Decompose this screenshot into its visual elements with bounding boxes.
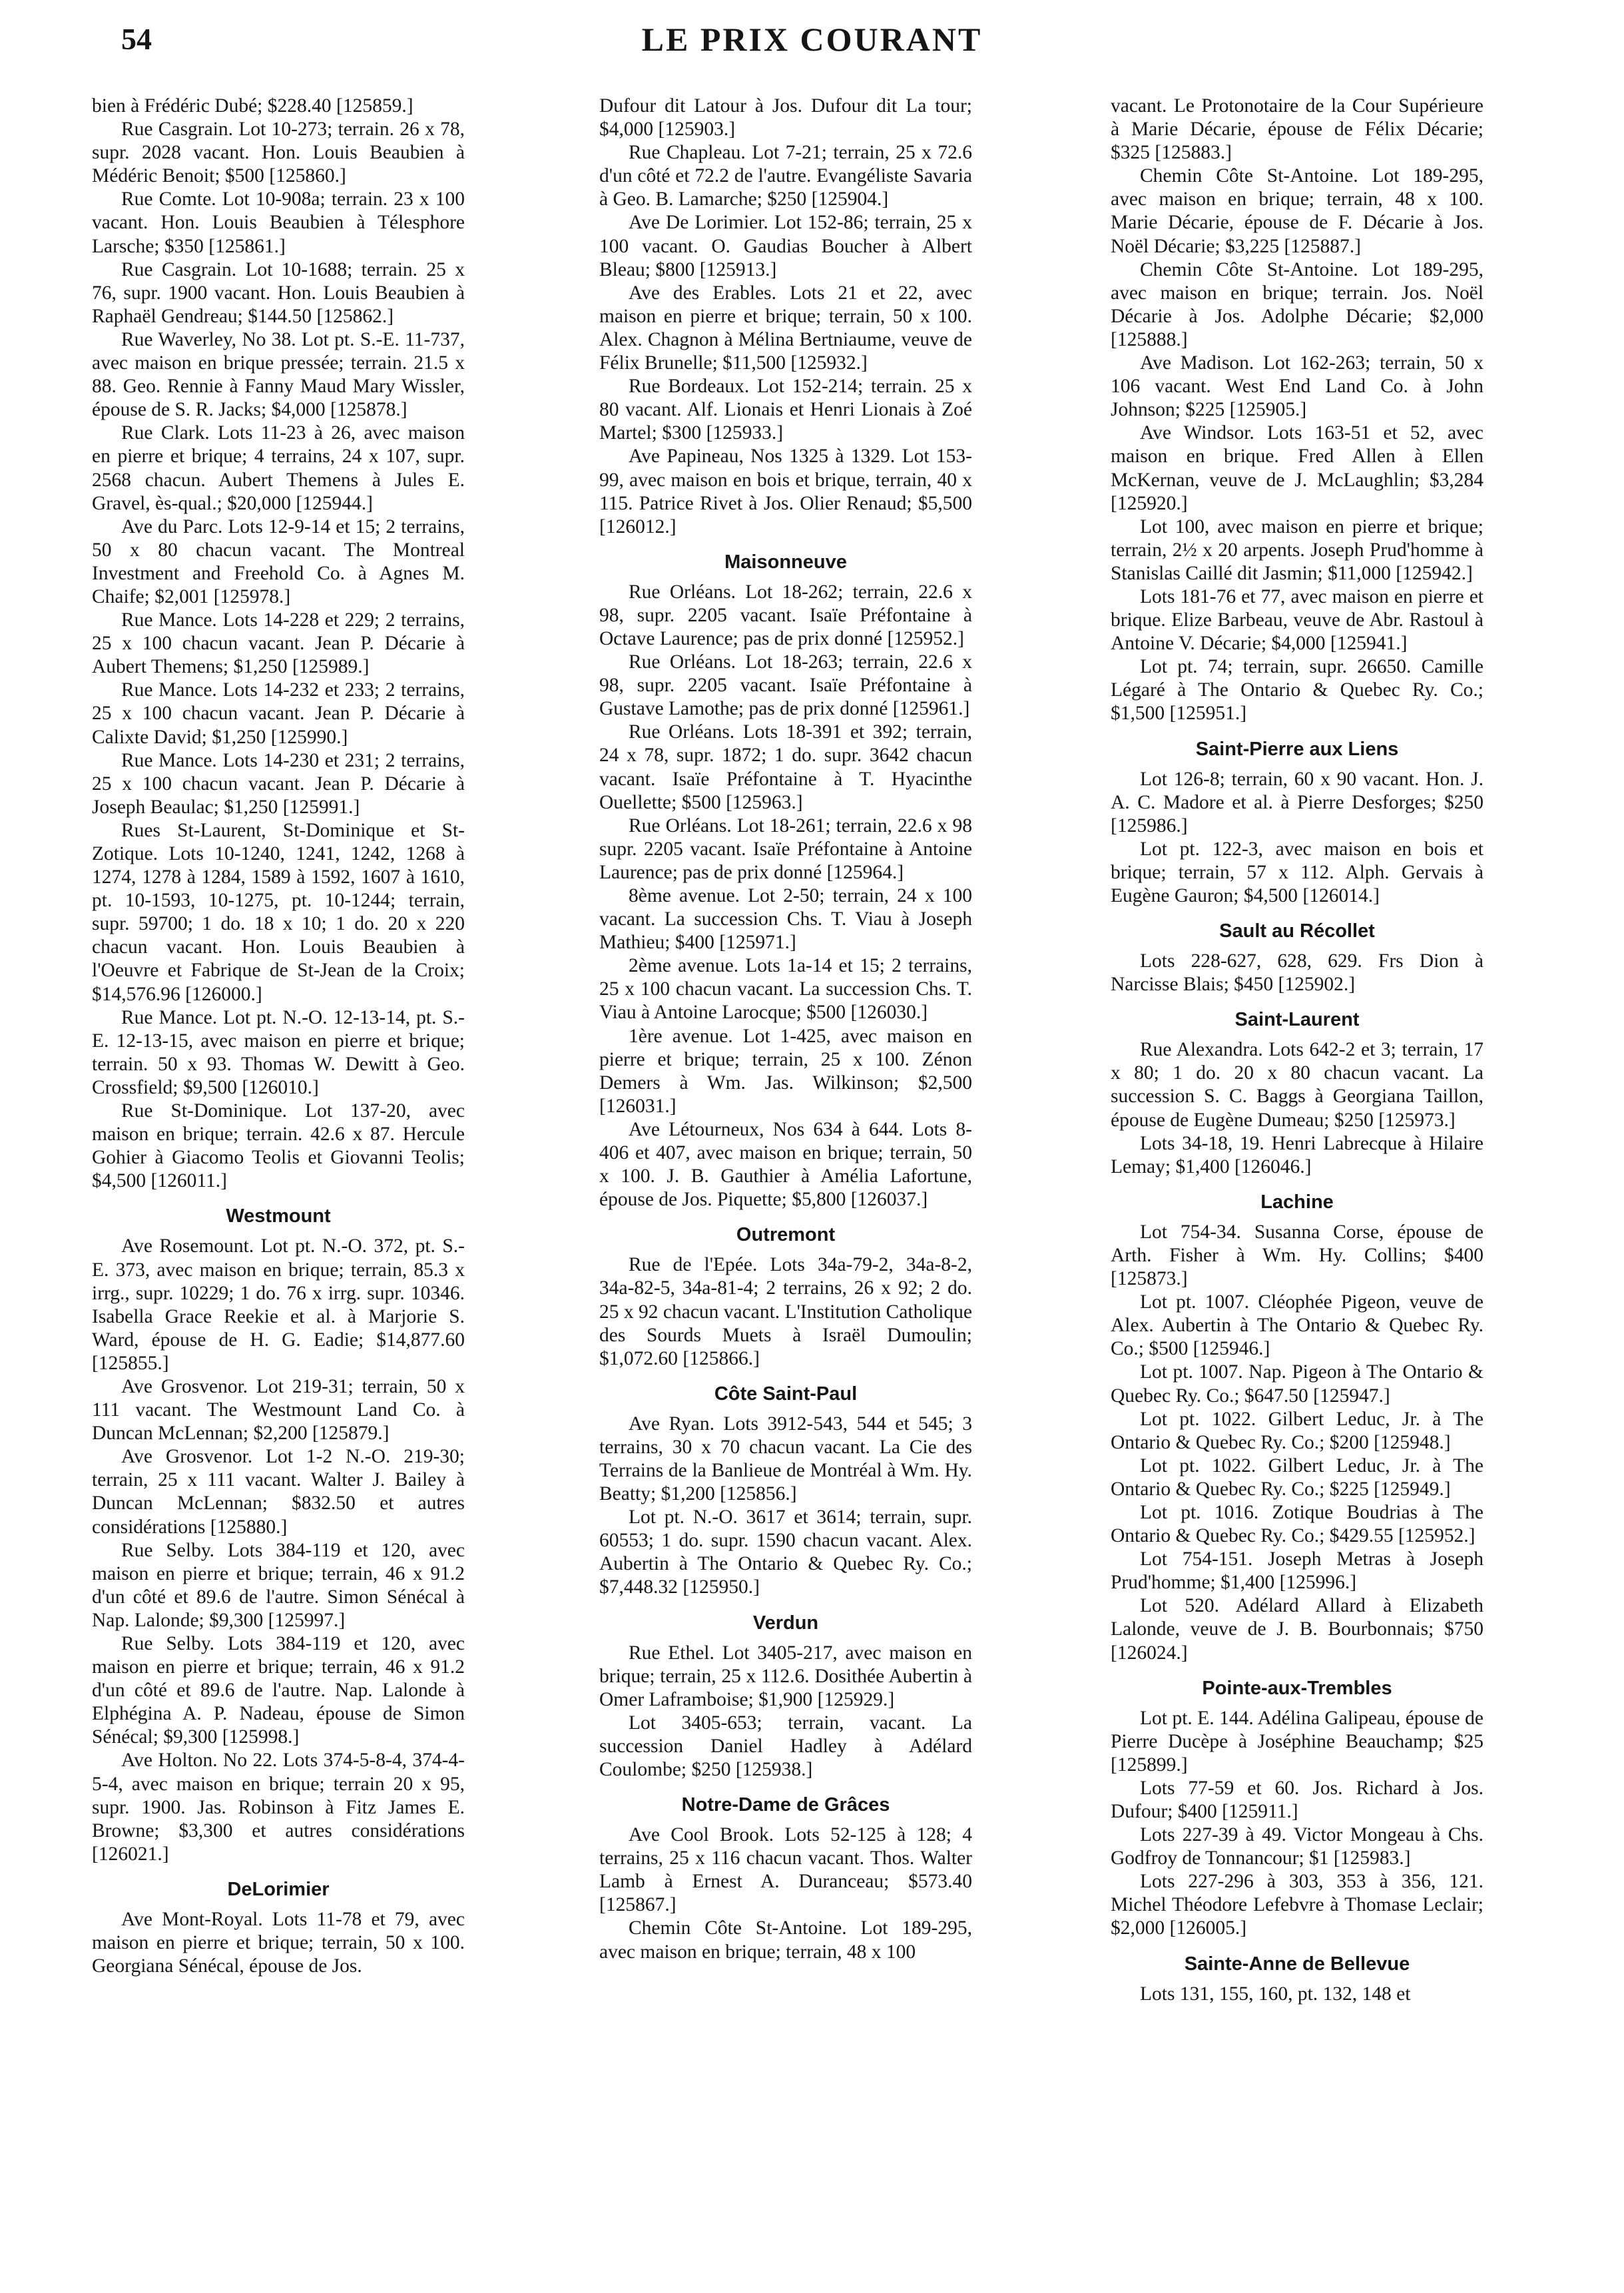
listing-entry: Lot pt. N.-O. 3617 et 3614; terrain, supr. 60553; 1 do. supr. 1590 chacun vacant. Alex. Aubertin à The Ontario & Quebec Ry. Co.; $7,448.32 [125950.]	[599, 1506, 972, 1598]
listing-entry: Lot pt. 1007. Nap. Pigeon à The Ontario & Quebec Ry. Co.; $647.50 [125947.]	[1111, 1361, 1484, 1407]
listing-entry: Lot pt. 1022. Gilbert Leduc, Jr. à The Ontario & Quebec Ry. Co.; $225 [125949.]	[1111, 1455, 1484, 1500]
listing-entry: Ave Rosemount. Lot pt. N.-O. 372, pt. S.-E. 373, avec maison en brique; terrain, 85.3 x irrg., supr. 10229; 1 do. 76 x irrg. supr. 10346. Isabella Grace Reekie et al. à Marjorie S. Ward, épouse de H. G. Eadie; $14,877.60 [125855.]	[92, 1235, 465, 1374]
section-heading: Sault au Récollet	[1219, 920, 1375, 942]
listing-entry: Ave Grosvenor. Lot 1-2 N.-O. 219-30; terrain, 25 x 111 vacant. Walter J. Bailey à Duncan McLennan; $832.50 et autres considérations [125880.]	[92, 1446, 465, 1538]
listing-entry: Lot pt. 1022. Gilbert Leduc, Jr. à The Ontario & Quebec Ry. Co.; $200 [125948.]	[1111, 1408, 1484, 1453]
listing-entry: Rue Orléans. Lot 18-261; terrain, 22.6 x 98 supr. 2205 vacant. Isaïe Préfontaine à Antoine Laurence; pas de prix donné [125964.]	[599, 815, 972, 883]
section-heading: Sainte-Anne de Bellevue	[1184, 1953, 1410, 1975]
section-heading: Côte Saint-Paul	[714, 1383, 858, 1405]
listing-entry: Lots 228-627, 628, 629. Frs Dion à Narcisse Blais; $450 [125902.]	[1111, 950, 1484, 996]
listing-entry: Ave Grosvenor. Lot 219-31; terrain, 50 x 111 vacant. The Westmount Land Co. à Duncan McLennan; $2,200 [125879.]	[92, 1375, 465, 1445]
listing-entry: Rue Mance. Lots 14-230 et 231; 2 terrains, 25 x 100 chacun vacant. Jean P. Décarie à Joseph Beaulac; $1,250 [125991.]	[92, 749, 465, 818]
listing-entry: Ave du Parc. Lots 12-9-14 et 15; 2 terrains, 50 x 80 chacun vacant. The Montreal Investment and Freehold Co. à Agnes M. Chaife; $2,001 [125978.]	[92, 515, 465, 607]
listing-entry: Rue Selby. Lots 384-119 et 120, avec maison en pierre et brique; terrain, 46 x 91.2 d'un côté et 89.6 de l'autre. Nap. Lalonde à Elphégina A. P. Nadeau, épouse de Simon Sénécal; $9,300 [125998.]	[92, 1633, 465, 1748]
listing-entry: Lot 520. Adélard Allard à Elizabeth Lalonde, veuve de J. B. Bourbonnais; $750 [126024.]	[1111, 1595, 1484, 1664]
listing-entry: Ave Ryan. Lots 3912-543, 544 et 545; 3 terrains, 30 x 70 chacun vacant. La Cie des Terrains de la Banlieue de Montréal à Wm. Hy. Beatty; $1,200 [125856.]	[599, 1413, 972, 1505]
section-heading: Lachine	[1260, 1191, 1334, 1213]
listing-entry: Lot pt. 1016. Zotique Boudrias à The Ontario & Quebec Ry. Co.; $429.55 [125952.]	[1111, 1501, 1484, 1547]
listing-entry: Chemin Côte St-Antoine. Lot 189-295, avec maison en brique; terrain. Jos. Noël Décarie à Jos. Adolphe Décarie; $2,000 [125888.]	[1111, 258, 1484, 350]
listing-entry: Lots 34-18, 19. Henri Labrecque à Hilaire Lemay; $1,400 [126046.]	[1111, 1132, 1484, 1177]
page-header	[0, 0, 1624, 80]
section-heading: Pointe-aux-Trembles	[1202, 1677, 1392, 1699]
listing-entry: Rue Chapleau. Lot 7-21; terrain, 25 x 72.6 d'un côté et 72.2 de l'autre. Evangéliste Savaria à Geo. B. Lamarche; $250 [125904.]	[599, 142, 972, 210]
listing-entry: 1ère avenue. Lot 1-425, avec maison en pierre et brique; terrain, 25 x 100. Zénon Demers à Wm. Jas. Wilkinson; $2,500 [126031.]	[599, 1025, 972, 1117]
listing-entry: Chemin Côte St-Antoine. Lot 189-295, avec maison en brique; terrain, 48 x 100	[599, 1917, 972, 1963]
listing-entry: 2ème avenue. Lots 1a-14 et 15; 2 terrains, 25 x 100 chacun vacant. La succession Chs. T. Viau à Antoine Larocque; $500 [126030.]	[599, 955, 972, 1024]
listing-entry: Lots 227-296 à 303, 353 à 356, 121. Michel Théodore Lefebvre à Thomase Leclair; $2,000 [126005.]	[1111, 1871, 1484, 1939]
listing-entry: Lot pt. 122-3, avec maison en bois et brique; terrain, 57 x 112. Alph. Gervais à Eugène Gauron; $4,500 [126014.]	[1111, 838, 1484, 906]
listing-entry: Lots 181-76 et 77, avec maison en pierre et brique. Elize Barbeau, veuve de Abr. Rastoul à Antoine V. Décarie; $4,000 [125941.]	[1111, 585, 1484, 655]
section-heading: Verdun	[752, 1612, 819, 1634]
listing-entry: Rue de l'Epée. Lots 34a-79-2, 34a-8-2, 34a-82-5, 34a-81-4; 2 terrains, 26 x 92; 2 do. 25 x 92 chacun vacant. L'Institution Catholique des Sourds Muets à Israël Dumoulin; $1,072.60 [125866.]	[599, 1254, 972, 1369]
listing-entry: Rue Casgrain. Lot 10-273; terrain. 26 x 78, supr. 2028 vacant. Hon. Louis Beaubien à Médéric Benoit; $500 [125860.]	[92, 119, 465, 187]
listing-entry: Rue Ethel. Lot 3405-217, avec maison en brique; terrain, 25 x 112.6. Dosithée Aubertin à Omer Laframboise; $1,900 [125929.]	[599, 1642, 972, 1710]
listing-entry: Lots 77-59 et 60. Jos. Richard à Jos. Dufour; $400 [125911.]	[1111, 1777, 1484, 1822]
listing-entry: Rue Mance. Lot pt. N.-O. 12-13-14, pt. S.-E. 12-13-15, avec maison en pierre et brique; terrain. 50 x 93. Thomas W. Dewitt à Geo. Crossfield; $9,500 [126010.]	[92, 1006, 465, 1098]
section-heading: Notre-Dame de Grâces	[681, 1794, 890, 1816]
listing-entry: Rue Casgrain. Lot 10-1688; terrain. 25 x 76, supr. 1900 vacant. Hon. Louis Beaubien à Raphaël Gendreau; $144.50 [125862.]	[92, 258, 465, 327]
listing-entry: Ave Holton. No 22. Lots 374-5-8-4, 374-4-5-4, avec maison en brique; terrain 20 x 95, supr. 1900. Jas. Robinson à Fitz James E. Browne; $3,300 et autres considérations [126021.]	[92, 1750, 465, 1865]
listing-entry: Lots 227-39 à 49. Victor Mongeau à Chs. Godfroy de Tonnancour; $1 [125983.]	[1111, 1824, 1484, 1869]
listing-entry: vacant. Le Protonotaire de la Cour Supérieure à Marie Décarie, épouse de Félix Décarie; $325 [125883.]	[1111, 95, 1484, 164]
listing-entry: Ave Cool Brook. Lots 52-125 à 128; 4 terrains, 25 x 116 chacun vacant. Thos. Walter Lamb à Ernest A. Duranceau; $573.40 [125867.]	[599, 1824, 972, 1916]
listing-entry: Rue Orléans. Lot 18-263; terrain, 22.6 x 98, supr. 2205 vacant. Isaïe Préfontaine à Gustave Lamothe; pas de prix donné [125961.]	[599, 651, 972, 720]
listing-entry: Lot pt. 1007. Cléophée Pigeon, veuve de Alex. Aubertin à The Ontario & Quebec Ry. Co.; $500 [125946.]	[1111, 1291, 1484, 1360]
listing-entry: bien à Frédéric Dubé; $228.40 [125859.]	[92, 95, 413, 117]
listing-entry: Ave Mont-Royal. Lots 11-78 et 79, avec maison en pierre et brique; terrain, 50 x 100. Georgiana Sénécal, épouse de Jos.	[92, 1908, 465, 1977]
listing-entry: 8ème avenue. Lot 2-50; terrain, 24 x 100 vacant. La succession Chs. T. Viau à Joseph Mathieu; $400 [125971.]	[599, 885, 972, 954]
listing-entry: Lot 100, avec maison en pierre et brique; terrain, 2½ x 20 arpents. Joseph Prud'homme à Stanislas Caillé dit Jasmin; $11,000 [125942.]	[1111, 515, 1484, 584]
section-heading: Saint-Laurent	[1234, 1009, 1360, 1031]
listing-entry: Rue Waverley, No 38. Lot pt. S.-E. 11-737, avec maison en brique pressée; terrain. 21.5 x 88. Geo. Rennie à Fanny Maud Mary Wissler, épouse de S. R. Jacks; $4,000 [125878.]	[92, 328, 465, 421]
listing-entry: Lots 131, 155, 160, pt. 132, 148 et	[1140, 1983, 1411, 2005]
column-1	[92, 95, 465, 1978]
listing-entry: Rue Bordeaux. Lot 152-214; terrain. 25 x 80 vacant. Alf. Lionais et Henri Lionais à Zoé Martel; $300 [125933.]	[599, 376, 972, 444]
listing-entry: Chemin Côte St-Antoine. Lot 189-295, avec maison en brique; terrain, 48 x 100. Marie Décarie, épouse de F. Décarie à Jos. Noël Décarie; $3,225 [125887.]	[1111, 165, 1484, 257]
page-title: LE PRIX COURANT	[641, 21, 983, 58]
listing-entry: Rue Alexandra. Lots 642-2 et 3; terrain, 17 x 80; 1 do. 20 x 80 chacun vacant. La succession S. C. Baggs à Georgiana Taillon, épouse de Eugène Dumeau; $250 [125973.]	[1111, 1039, 1484, 1131]
listing-entry: Lot pt. 74; terrain, supr. 26650. Camille Légaré à The Ontario & Quebec Ry. Co.; $1,500 [125951.]	[1111, 656, 1484, 725]
listing-entry: Ave des Erables. Lots 21 et 22, avec maison en pierre et brique; terrain, 50 x 100. Alex. Chagnon à Mélina Bertniaume, veuve de Félix Brunelle; $11,500 [125932.]	[599, 282, 972, 374]
listing-entry: Lot pt. E. 144. Adélina Galipeau, épouse de Pierre Ducèpe à Joséphine Beauchamp; $25 [125899.]	[1111, 1707, 1484, 1776]
section-heading: Maisonneuve	[724, 551, 847, 573]
section-heading: Westmount	[226, 1205, 331, 1227]
page-number: 54	[121, 22, 152, 56]
section-heading: Outremont	[736, 1224, 836, 1246]
listing-entry: Rue Mance. Lots 14-228 et 229; 2 terrains, 25 x 100 chacun vacant. Jean P. Décarie à Aubert Themens; $1,250 [125989.]	[92, 609, 465, 678]
listing-entry: Lot 126-8; terrain, 60 x 90 vacant. Hon. J. A. C. Madore et al. à Pierre Desforges; $250 [125986.]	[1111, 768, 1484, 836]
listing-entry: Rue St-Dominique. Lot 137-20, avec maison en brique; terrain. 42.6 x 87. Hercule Gohier à Giacomo Teolis et Giovanni Teolis; $4,500 [126011.]	[92, 1100, 465, 1192]
listing-entry: Lot 3405-653; terrain, vacant. La succession Daniel Hadley à Adélard Coulombe; $250 [125938.]	[599, 1712, 972, 1780]
listing-entry: Dufour dit Latour à Jos. Dufour dit La tour; $4,000 [125903.]	[599, 95, 972, 141]
listing-entry: Rue Mance. Lots 14-232 et 233; 2 terrains, 25 x 100 chacun vacant. Jean P. Décarie à Calixte David; $1,250 [125990.]	[92, 679, 465, 748]
column-2	[599, 95, 972, 1964]
listing-entry: Ave De Lorimier. Lot 152-86; terrain, 25 x 100 vacant. O. Gaudias Boucher à Albert Bleau; $800 [125913.]	[599, 212, 972, 280]
listing-entry: Rues St-Laurent, St-Dominique et St-Zotique. Lots 10-1240, 1241, 1242, 1268 à 1274, 1278 à 1284, 1589 à 1592, 1607 à 1610, pt. 10-1593, 10-1275, pt. 10-1244; terrain, supr. 59700; 1 do. 18 x 10; 1 do. 20 x 220 chacun vacant. Hon. Louis Beaubien à l'Oeuvre et Fabrique de St-Jean de la Croix; $14,576.96 [126000.]	[92, 819, 465, 1005]
listing-entry: Rue Orléans. Lots 18-391 et 392; terrain, 24 x 78, supr. 1872; 1 do. supr. 3642 chacun vacant. Isaïe Préfontaine à T. Hyacinthe Ouellette; $500 [125963.]	[599, 721, 972, 813]
listing-entry: Rue Comte. Lot 10-908a; terrain. 23 x 100 vacant. Hon. Louis Beaubien à Télesphore Larsche; $350 [125861.]	[92, 188, 465, 257]
listing-entry: Ave Létourneux, Nos 634 à 644. Lots 8-406 et 407, avec maison en brique; terrain, 50 x 100. J. B. Gauthier à Amélia Lafortune, épouse de Jos. Piquette; $5,800 [126037.]	[599, 1118, 972, 1211]
listing-entry: Rue Clark. Lots 11-23 à 26, avec maison en pierre et brique; 4 terrains, 24 x 107, supr. 2568 chacun. Aubert Themens à Jules E. Gravel, ès-qual.; $20,000 [125944.]	[92, 422, 465, 514]
section-heading: Saint-Pierre aux Liens	[1195, 738, 1399, 760]
column-3	[1111, 95, 1484, 2006]
listing-entry: Ave Windsor. Lots 163-51 et 52, avec maison en brique. Fred Allen à Ellen McKernan, veuve de J. McLaughlin; $3,284 [125920.]	[1111, 422, 1484, 514]
listing-entry: Rue Selby. Lots 384-119 et 120, avec maison en pierre et brique; terrain, 46 x 91.2 d'un côté et 89.6 de l'autre. Simon Sénécal à Nap. Lalonde; $9,300 [125997.]	[92, 1539, 465, 1631]
listing-entry: Lot 754-151. Joseph Metras à Joseph Prud'homme; $1,400 [125996.]	[1111, 1548, 1484, 1594]
listing-entry: Rue Orléans. Lot 18-262; terrain, 22.6 x 98, supr. 2205 vacant. Isaïe Préfontaine à Octave Laurence; pas de prix donné [125952.]	[599, 581, 972, 649]
listing-entry: Ave Papineau, Nos 1325 à 1329. Lot 153-99, avec maison en bois et brique, terrain, 40 x 115. Patrice Rivet à Jos. Olier Renaud; $5,500 [126012.]	[599, 446, 972, 537]
listing-entry: Ave Madison. Lot 162-263; terrain, 50 x 106 vacant. West End Land Co. à John Johnson; $225 [125905.]	[1111, 352, 1484, 421]
listing-entry: Lot 754-34. Susanna Corse, épouse de Arth. Fisher à Wm. Hy. Collins; $400 [125873.]	[1111, 1221, 1484, 1290]
section-heading: DeLorimier	[227, 1878, 330, 1900]
